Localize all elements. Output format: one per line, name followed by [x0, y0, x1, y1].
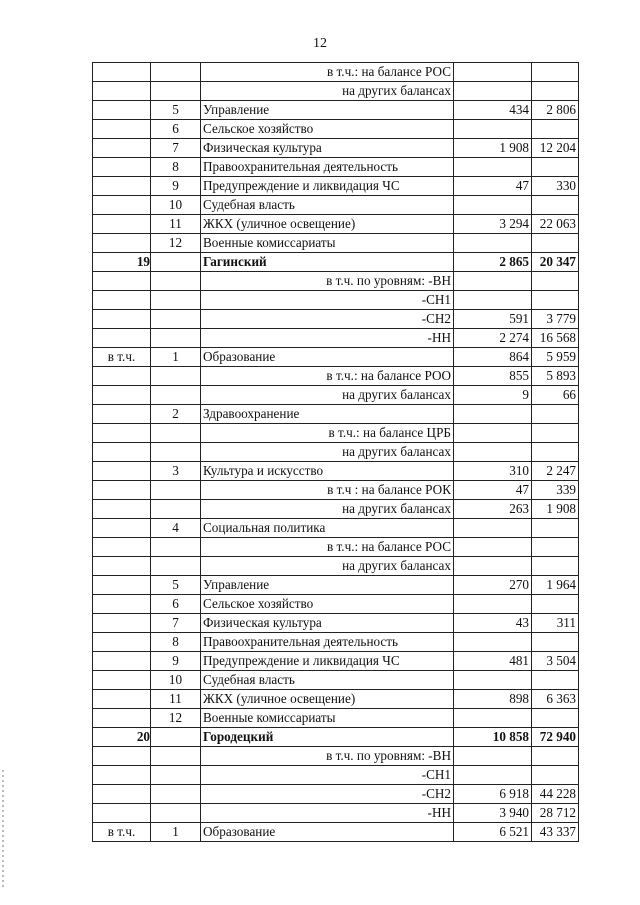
row-value2-cell — [532, 120, 579, 139]
row-value2-cell — [532, 405, 579, 424]
row-prefix-cell — [93, 291, 151, 310]
row-value2-cell — [532, 291, 579, 310]
row-number-cell — [151, 329, 201, 348]
page-number: 12 — [313, 36, 327, 51]
row-name-cell: Образование — [201, 348, 454, 367]
table-row — [93, 652, 579, 671]
row-name-cell: на других балансах — [201, 500, 454, 519]
row-number-cell — [151, 766, 201, 785]
row-number-cell: 2 — [151, 405, 201, 424]
row-value2-cell: 66 — [532, 386, 579, 405]
row-prefix-cell — [93, 652, 151, 671]
row-value2-cell: 44 228 — [532, 785, 579, 804]
row-value1-cell — [454, 747, 532, 766]
row-value2-cell — [532, 519, 579, 538]
row-value1-cell: 2 274 — [454, 329, 532, 348]
row-value1-cell: 2 865 — [454, 253, 532, 272]
row-value2-cell — [532, 424, 579, 443]
table-row — [93, 481, 579, 500]
row-prefix-cell — [93, 500, 151, 519]
row-value2-cell: 1 964 — [532, 576, 579, 595]
table-row — [93, 766, 579, 785]
table-row — [93, 804, 579, 823]
row-prefix-cell — [93, 196, 151, 215]
row-name-cell: на других балансах — [201, 557, 454, 576]
row-name-cell: в т.ч. по уровням: -ВН — [201, 747, 454, 766]
table-row — [93, 747, 579, 766]
row-value1-cell: 591 — [454, 310, 532, 329]
row-value1-cell — [454, 158, 532, 177]
table-row — [93, 633, 579, 652]
row-value1-cell: 10 858 — [454, 728, 532, 747]
district-row — [93, 728, 579, 747]
row-value1-cell — [454, 405, 532, 424]
row-prefix-cell — [93, 595, 151, 614]
row-value1-cell: 43 — [454, 614, 532, 633]
table-row — [93, 709, 579, 728]
row-value1-cell — [454, 595, 532, 614]
row-number-cell: 8 — [151, 158, 201, 177]
row-prefix-cell — [93, 462, 151, 481]
table-row — [93, 443, 579, 462]
row-prefix-cell — [93, 576, 151, 595]
row-value2-cell — [532, 633, 579, 652]
row-number-cell: 11 — [151, 690, 201, 709]
row-value2-cell: 28 712 — [532, 804, 579, 823]
row-number-cell — [151, 785, 201, 804]
row-value2-cell: 6 363 — [532, 690, 579, 709]
row-number-cell — [151, 82, 201, 101]
row-number-cell: 9 — [151, 177, 201, 196]
row-value2-cell: 311 — [532, 614, 579, 633]
table-row — [93, 424, 579, 443]
row-name-cell: Управление — [201, 101, 454, 120]
row-name-cell: Управление — [201, 576, 454, 595]
row-value2-cell: 339 — [532, 481, 579, 500]
row-number-cell: 12 — [151, 234, 201, 253]
row-prefix-cell — [93, 310, 151, 329]
row-name-cell: в т.ч : на балансе РОК — [201, 481, 454, 500]
table-row — [93, 671, 579, 690]
row-value1-cell: 434 — [454, 101, 532, 120]
row-value2-cell: 3 504 — [532, 652, 579, 671]
row-name-cell: Здравоохранение — [201, 405, 454, 424]
row-number-cell: 6 — [151, 595, 201, 614]
row-name-cell: Физическая культура — [201, 614, 454, 633]
row-name-cell: -СН2 — [201, 310, 454, 329]
row-name-cell: Предупреждение и ликвидация ЧС — [201, 652, 454, 671]
row-value2-cell — [532, 63, 579, 82]
table-row — [93, 101, 579, 120]
table-row — [93, 595, 579, 614]
row-prefix-cell: в т.ч. — [93, 823, 151, 842]
row-value2-cell: 22 063 — [532, 215, 579, 234]
table-row — [93, 234, 579, 253]
row-prefix-cell — [93, 747, 151, 766]
table-row — [93, 462, 579, 481]
row-value2-cell — [532, 747, 579, 766]
scan-margin-mark — [2, 770, 4, 890]
row-value2-cell: 2 806 — [532, 101, 579, 120]
table-row — [93, 291, 579, 310]
table-row — [93, 139, 579, 158]
row-number-cell: 5 — [151, 576, 201, 595]
row-prefix-cell — [93, 557, 151, 576]
row-prefix-cell — [93, 367, 151, 386]
table-row — [93, 310, 579, 329]
row-value2-cell: 2 247 — [532, 462, 579, 481]
row-value1-cell — [454, 443, 532, 462]
row-prefix-cell — [93, 63, 151, 82]
row-value2-cell — [532, 595, 579, 614]
table-row — [93, 405, 579, 424]
row-value1-cell — [454, 424, 532, 443]
row-name-cell: -НН — [201, 329, 454, 348]
row-number-cell — [151, 804, 201, 823]
row-prefix-cell — [93, 386, 151, 405]
row-prefix-cell — [93, 709, 151, 728]
row-value1-cell — [454, 633, 532, 652]
row-number-cell: 7 — [151, 614, 201, 633]
row-value1-cell: 263 — [454, 500, 532, 519]
row-value2-cell: 20 347 — [532, 253, 579, 272]
row-prefix-cell — [93, 120, 151, 139]
row-prefix-cell — [93, 215, 151, 234]
row-value2-cell: 12 204 — [532, 139, 579, 158]
row-number-cell — [151, 386, 201, 405]
row-value2-cell: 3 779 — [532, 310, 579, 329]
row-number-cell: 4 — [151, 519, 201, 538]
row-name-cell: Правоохранительная деятельность — [201, 633, 454, 652]
row-name-cell: Физическая культура — [201, 139, 454, 158]
row-value1-cell — [454, 519, 532, 538]
row-name-cell: Правоохранительная деятельность — [201, 158, 454, 177]
row-name-cell: ЖКХ (уличное освещение) — [201, 215, 454, 234]
row-name-cell: в т.ч. по уровням: -ВН — [201, 272, 454, 291]
table-row — [93, 785, 579, 804]
row-value2-cell — [532, 272, 579, 291]
row-number-cell — [151, 728, 201, 747]
row-number-cell: 11 — [151, 215, 201, 234]
row-prefix-cell — [93, 177, 151, 196]
row-prefix-cell — [93, 785, 151, 804]
row-number-cell — [151, 500, 201, 519]
row-number-cell — [151, 291, 201, 310]
row-name-cell: Военные комиссариаты — [201, 234, 454, 253]
row-value1-cell — [454, 63, 532, 82]
row-value2-cell: 5 893 — [532, 367, 579, 386]
row-value2-cell: 43 337 — [532, 823, 579, 842]
row-name-cell: на других балансах — [201, 443, 454, 462]
row-prefix-cell — [93, 690, 151, 709]
row-value2-cell — [532, 709, 579, 728]
row-number-cell — [151, 557, 201, 576]
row-number-cell — [151, 424, 201, 443]
row-number-cell — [151, 310, 201, 329]
row-value2-cell: 5 959 — [532, 348, 579, 367]
row-name-cell: на других балансах — [201, 82, 454, 101]
row-value1-cell: 47 — [454, 481, 532, 500]
table-row — [93, 348, 579, 367]
table-row — [93, 158, 579, 177]
row-prefix-cell — [93, 671, 151, 690]
row-value1-cell: 3 294 — [454, 215, 532, 234]
row-value2-cell — [532, 443, 579, 462]
row-number-cell — [151, 747, 201, 766]
row-value1-cell — [454, 538, 532, 557]
row-value1-cell — [454, 671, 532, 690]
row-number-cell — [151, 367, 201, 386]
table-row — [93, 519, 579, 538]
row-value1-cell: 9 — [454, 386, 532, 405]
table-row — [93, 120, 579, 139]
table-row — [93, 500, 579, 519]
row-number-cell: 12 — [151, 709, 201, 728]
table-row — [93, 823, 579, 842]
row-prefix-cell — [93, 424, 151, 443]
row-prefix-cell — [93, 234, 151, 253]
row-number-cell — [151, 538, 201, 557]
row-number-cell: 1 — [151, 348, 201, 367]
row-prefix-cell — [93, 614, 151, 633]
table-row — [93, 215, 579, 234]
table-row — [93, 272, 579, 291]
row-number-cell — [151, 481, 201, 500]
row-value2-cell — [532, 158, 579, 177]
row-prefix-cell: 20 — [93, 728, 151, 747]
row-value2-cell — [532, 557, 579, 576]
table-row — [93, 196, 579, 215]
row-name-cell: Культура и искусство — [201, 462, 454, 481]
row-number-cell: 10 — [151, 196, 201, 215]
row-name-cell: Военные комиссариаты — [201, 709, 454, 728]
row-name-cell: -СН2 — [201, 785, 454, 804]
row-value1-cell — [454, 766, 532, 785]
table-row — [93, 329, 579, 348]
row-number-cell: 5 — [151, 101, 201, 120]
table-row — [93, 177, 579, 196]
row-number-cell: 7 — [151, 139, 201, 158]
row-value2-cell: 1 908 — [532, 500, 579, 519]
row-name-cell: Гагинский — [201, 253, 454, 272]
row-value2-cell: 72 940 — [532, 728, 579, 747]
row-prefix-cell — [93, 481, 151, 500]
row-prefix-cell — [93, 139, 151, 158]
row-number-cell — [151, 443, 201, 462]
row-name-cell: Судебная власть — [201, 671, 454, 690]
row-value1-cell: 864 — [454, 348, 532, 367]
row-value1-cell — [454, 196, 532, 215]
row-value2-cell — [532, 671, 579, 690]
row-prefix-cell — [93, 633, 151, 652]
row-value1-cell — [454, 291, 532, 310]
row-value2-cell: 330 — [532, 177, 579, 196]
row-value1-cell — [454, 709, 532, 728]
row-prefix-cell — [93, 804, 151, 823]
table-row — [93, 557, 579, 576]
row-number-cell: 9 — [151, 652, 201, 671]
row-name-cell: Социальная политика — [201, 519, 454, 538]
row-name-cell: Сельское хозяйство — [201, 120, 454, 139]
row-value2-cell — [532, 538, 579, 557]
row-value1-cell: 310 — [454, 462, 532, 481]
table-row — [93, 386, 579, 405]
row-value1-cell: 6 918 — [454, 785, 532, 804]
row-name-cell: -СН1 — [201, 766, 454, 785]
row-value1-cell: 855 — [454, 367, 532, 386]
row-name-cell: Городецкий — [201, 728, 454, 747]
row-name-cell: -СН1 — [201, 291, 454, 310]
row-name-cell: Образование — [201, 823, 454, 842]
row-prefix-cell — [93, 158, 151, 177]
row-value1-cell: 3 940 — [454, 804, 532, 823]
row-prefix-cell — [93, 519, 151, 538]
row-value1-cell: 481 — [454, 652, 532, 671]
row-value1-cell — [454, 82, 532, 101]
budget-table — [92, 62, 579, 842]
table-row — [93, 538, 579, 557]
row-value2-cell: 16 568 — [532, 329, 579, 348]
row-prefix-cell — [93, 272, 151, 291]
row-name-cell: Предупреждение и ликвидация ЧС — [201, 177, 454, 196]
row-prefix-cell: в т.ч. — [93, 348, 151, 367]
row-value1-cell — [454, 272, 532, 291]
row-number-cell: 6 — [151, 120, 201, 139]
table-row — [93, 614, 579, 633]
row-value1-cell: 1 908 — [454, 139, 532, 158]
row-number-cell — [151, 272, 201, 291]
row-name-cell: на других балансах — [201, 386, 454, 405]
row-prefix-cell — [93, 329, 151, 348]
row-value1-cell — [454, 557, 532, 576]
row-prefix-cell — [93, 405, 151, 424]
row-prefix-cell: 19 — [93, 253, 151, 272]
row-number-cell: 3 — [151, 462, 201, 481]
row-number-cell — [151, 63, 201, 82]
row-name-cell: в т.ч.: на балансе РОС — [201, 63, 454, 82]
row-number-cell: 1 — [151, 823, 201, 842]
row-value2-cell — [532, 196, 579, 215]
row-value1-cell: 6 521 — [454, 823, 532, 842]
row-name-cell: Судебная власть — [201, 196, 454, 215]
table-row — [93, 367, 579, 386]
row-value1-cell: 270 — [454, 576, 532, 595]
table-row — [93, 690, 579, 709]
row-number-cell: 10 — [151, 671, 201, 690]
row-name-cell: в т.ч.: на балансе ЦРБ — [201, 424, 454, 443]
budget-table-body — [93, 63, 579, 842]
row-name-cell: в т.ч.: на балансе РОС — [201, 538, 454, 557]
row-value2-cell — [532, 82, 579, 101]
row-value1-cell — [454, 234, 532, 253]
row-number-cell: 8 — [151, 633, 201, 652]
row-prefix-cell — [93, 443, 151, 462]
table-row — [93, 63, 579, 82]
row-name-cell: -НН — [201, 804, 454, 823]
row-prefix-cell — [93, 766, 151, 785]
district-row — [93, 253, 579, 272]
row-value1-cell — [454, 120, 532, 139]
row-name-cell: Сельское хозяйство — [201, 595, 454, 614]
table-row — [93, 576, 579, 595]
row-value1-cell: 898 — [454, 690, 532, 709]
row-value2-cell — [532, 234, 579, 253]
row-number-cell — [151, 253, 201, 272]
table-row — [93, 82, 579, 101]
row-name-cell: в т.ч.: на балансе РОО — [201, 367, 454, 386]
row-name-cell: ЖКХ (уличное освещение) — [201, 690, 454, 709]
row-prefix-cell — [93, 101, 151, 120]
row-prefix-cell — [93, 82, 151, 101]
row-value2-cell — [532, 766, 579, 785]
row-prefix-cell — [93, 538, 151, 557]
row-value1-cell: 47 — [454, 177, 532, 196]
